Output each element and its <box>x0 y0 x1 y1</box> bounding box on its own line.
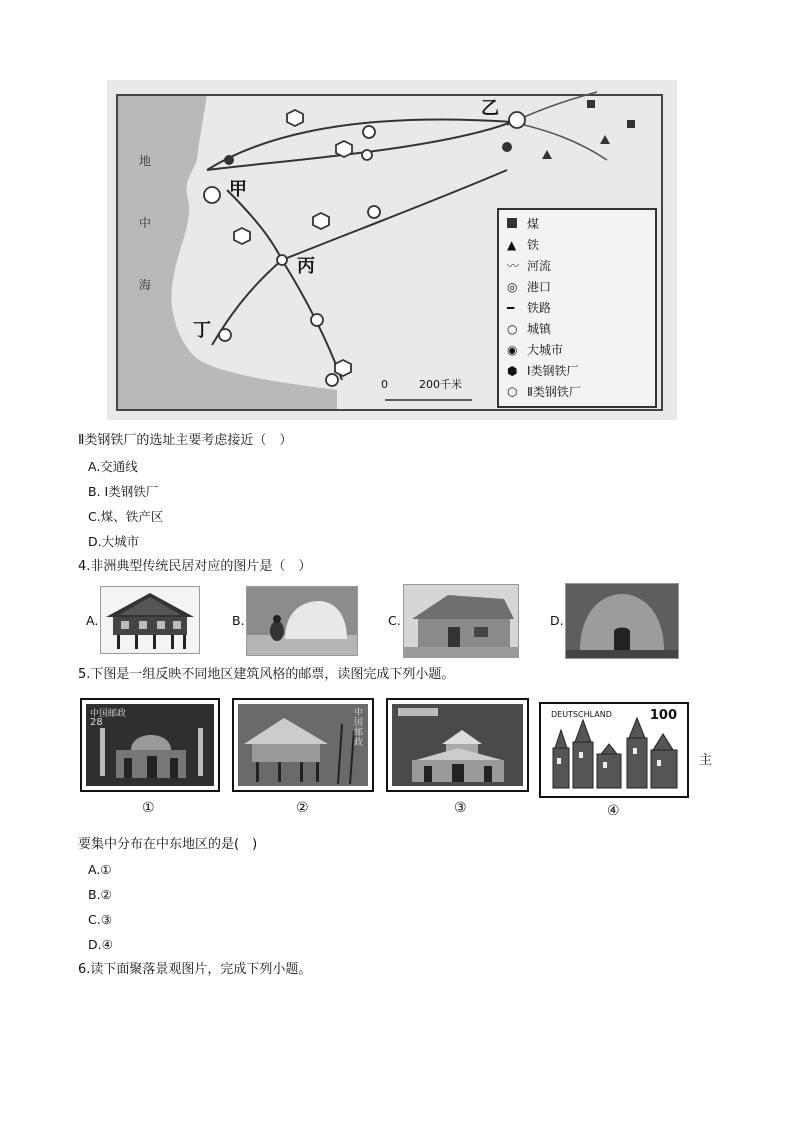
legend-item-city: ◉ 大城市 <box>507 340 655 361</box>
q4-stem: 4.非洲典型传统民居对应的图片是（ ） <box>78 559 312 574</box>
iron-marker <box>600 135 610 144</box>
legend-item-steel-2: ⬡ Ⅱ类钢铁厂 <box>507 382 655 403</box>
scale-distance: 200千米 <box>419 378 462 391</box>
port-marker <box>362 150 372 160</box>
town-marker <box>219 329 231 341</box>
stamp-1-country: 中国邮政 <box>90 709 127 719</box>
q4-image-c-thatched-house[interactable] <box>403 584 519 658</box>
stamp-2-stilt-house[interactable] <box>232 698 374 792</box>
q3-option-c[interactable]: C.煤、铁产区 <box>88 509 164 524</box>
q5-option-d[interactable]: D.④ <box>88 937 113 952</box>
stamp-3-image <box>392 704 523 786</box>
steel-plant-1-marker <box>224 155 234 165</box>
steel-plant-2-marker <box>234 228 250 244</box>
city-marker <box>509 112 525 128</box>
junction-marker <box>277 255 287 265</box>
q4-label-d[interactable]: D. <box>550 613 564 628</box>
steel-plant-2-marker <box>335 360 351 376</box>
steel-plant-2-marker <box>313 213 329 229</box>
town-icon: ○ <box>507 322 518 336</box>
iron-icon: ▲ <box>507 238 517 252</box>
legend-item-coal: 煤 <box>507 214 655 235</box>
river <box>512 122 607 160</box>
city-marker <box>204 187 220 203</box>
stamp-2-label: ② <box>296 800 309 816</box>
map-markers <box>204 110 525 386</box>
railway <box>207 122 512 170</box>
coal-marker <box>627 120 635 128</box>
round-hut-image <box>566 584 678 658</box>
steel-plant-1-marker <box>502 142 512 152</box>
stamp-4-value: 100 <box>649 708 677 723</box>
coal-icon <box>507 218 517 228</box>
stamp-3-label: ③ <box>454 800 467 816</box>
steel-plant-1-icon: ⬢ <box>507 364 518 378</box>
port-icon: ◎ <box>507 280 518 294</box>
q4-label-c[interactable]: C. <box>388 613 401 628</box>
iron-marker <box>542 150 552 159</box>
q5-option-c[interactable]: C.③ <box>88 912 112 927</box>
sea-label-char: 地 <box>139 154 152 168</box>
river-icon: 〰 <box>507 259 520 273</box>
sea-label <box>139 130 155 316</box>
place-yi: 乙 <box>481 98 499 119</box>
q3-option-d[interactable]: D.大城市 <box>88 534 140 549</box>
q3-option-a[interactable]: A.交通线 <box>88 459 138 474</box>
palace-drawing <box>392 704 523 786</box>
map-legend <box>497 208 657 408</box>
q5-trailing-text: 主 <box>699 753 713 768</box>
railway-icon: ━ <box>507 301 515 315</box>
legend-item-railway: ━ 铁路 <box>507 298 655 319</box>
stamp-2-image <box>238 704 368 786</box>
legend-item-river: 〰 河流 <box>507 256 655 277</box>
stilt-stamp-drawing <box>238 704 368 786</box>
steel-plant-map <box>107 80 677 420</box>
stamp-4-gothic-town[interactable] <box>539 702 689 798</box>
stamp-3-palace[interactable] <box>386 698 529 792</box>
steel-plant-2-marker <box>336 141 352 157</box>
stamp-1-label: ① <box>142 800 155 816</box>
railway <box>207 119 512 170</box>
q4-label-b[interactable]: B. <box>232 613 245 628</box>
q4-label-a[interactable]: A. <box>86 613 99 628</box>
stilt-house-image <box>101 587 199 653</box>
stamp-4-image <box>545 708 683 792</box>
sea-label-char: 中 <box>139 216 152 230</box>
legend-item-iron: ▲ 铁 <box>507 235 655 256</box>
stamp-4-label: ④ <box>607 803 620 819</box>
legend-item-port: ◎ 港口 <box>507 277 655 298</box>
q5-option-a[interactable]: A.① <box>88 862 112 877</box>
place-bing: 丙 <box>297 256 315 277</box>
steel-plant-2-marker <box>287 110 303 126</box>
q5-option-b[interactable]: B.② <box>88 887 112 902</box>
sea-label-char: 海 <box>139 278 152 292</box>
legend-item-town: ○ 城镇 <box>507 319 655 340</box>
town-marker <box>311 314 323 326</box>
town-marker <box>368 206 380 218</box>
q3-stem: Ⅱ类钢铁厂的选址主要考虑接近（ ） <box>78 433 293 448</box>
town-marker <box>326 374 338 386</box>
place-ding: 丁 <box>193 320 211 341</box>
town-marker <box>363 126 375 138</box>
igloo-image <box>247 587 357 655</box>
q4-image-b-igloo[interactable] <box>246 586 358 656</box>
q5-sub-stem: 要集中分布在中东地区的是( ) <box>78 837 258 852</box>
stamp-1-value: 28 <box>90 717 103 728</box>
q5-stem: 5.下图是一组反映不同地区建筑风格的邮票，读图完成下列小题。 <box>78 667 455 682</box>
stamp-1-image <box>86 704 214 786</box>
q3-option-b[interactable]: B. Ⅰ类钢铁厂 <box>88 484 159 499</box>
steel-plant-2-icon: ⬡ <box>507 385 518 399</box>
q4-image-d-round-hut[interactable] <box>565 583 679 659</box>
coal-marker <box>587 100 595 108</box>
legend-item-steel-1: ⬢ Ⅰ类钢铁厂 <box>507 361 655 382</box>
scale-zero: 0 <box>381 378 388 391</box>
q6-stem: 6.读下面聚落景观图片，完成下列小题。 <box>78 962 312 977</box>
stamp-1-mosque[interactable] <box>80 698 220 792</box>
thatched-house-image <box>404 585 518 657</box>
stamp-2-country: 中国邮政 <box>354 708 364 748</box>
stamp-4-country: DEUTSCHLAND <box>551 710 612 719</box>
city-icon: ◉ <box>507 343 518 357</box>
q4-image-a-stilt-house[interactable] <box>100 586 200 654</box>
place-jia: 甲 <box>229 179 247 200</box>
